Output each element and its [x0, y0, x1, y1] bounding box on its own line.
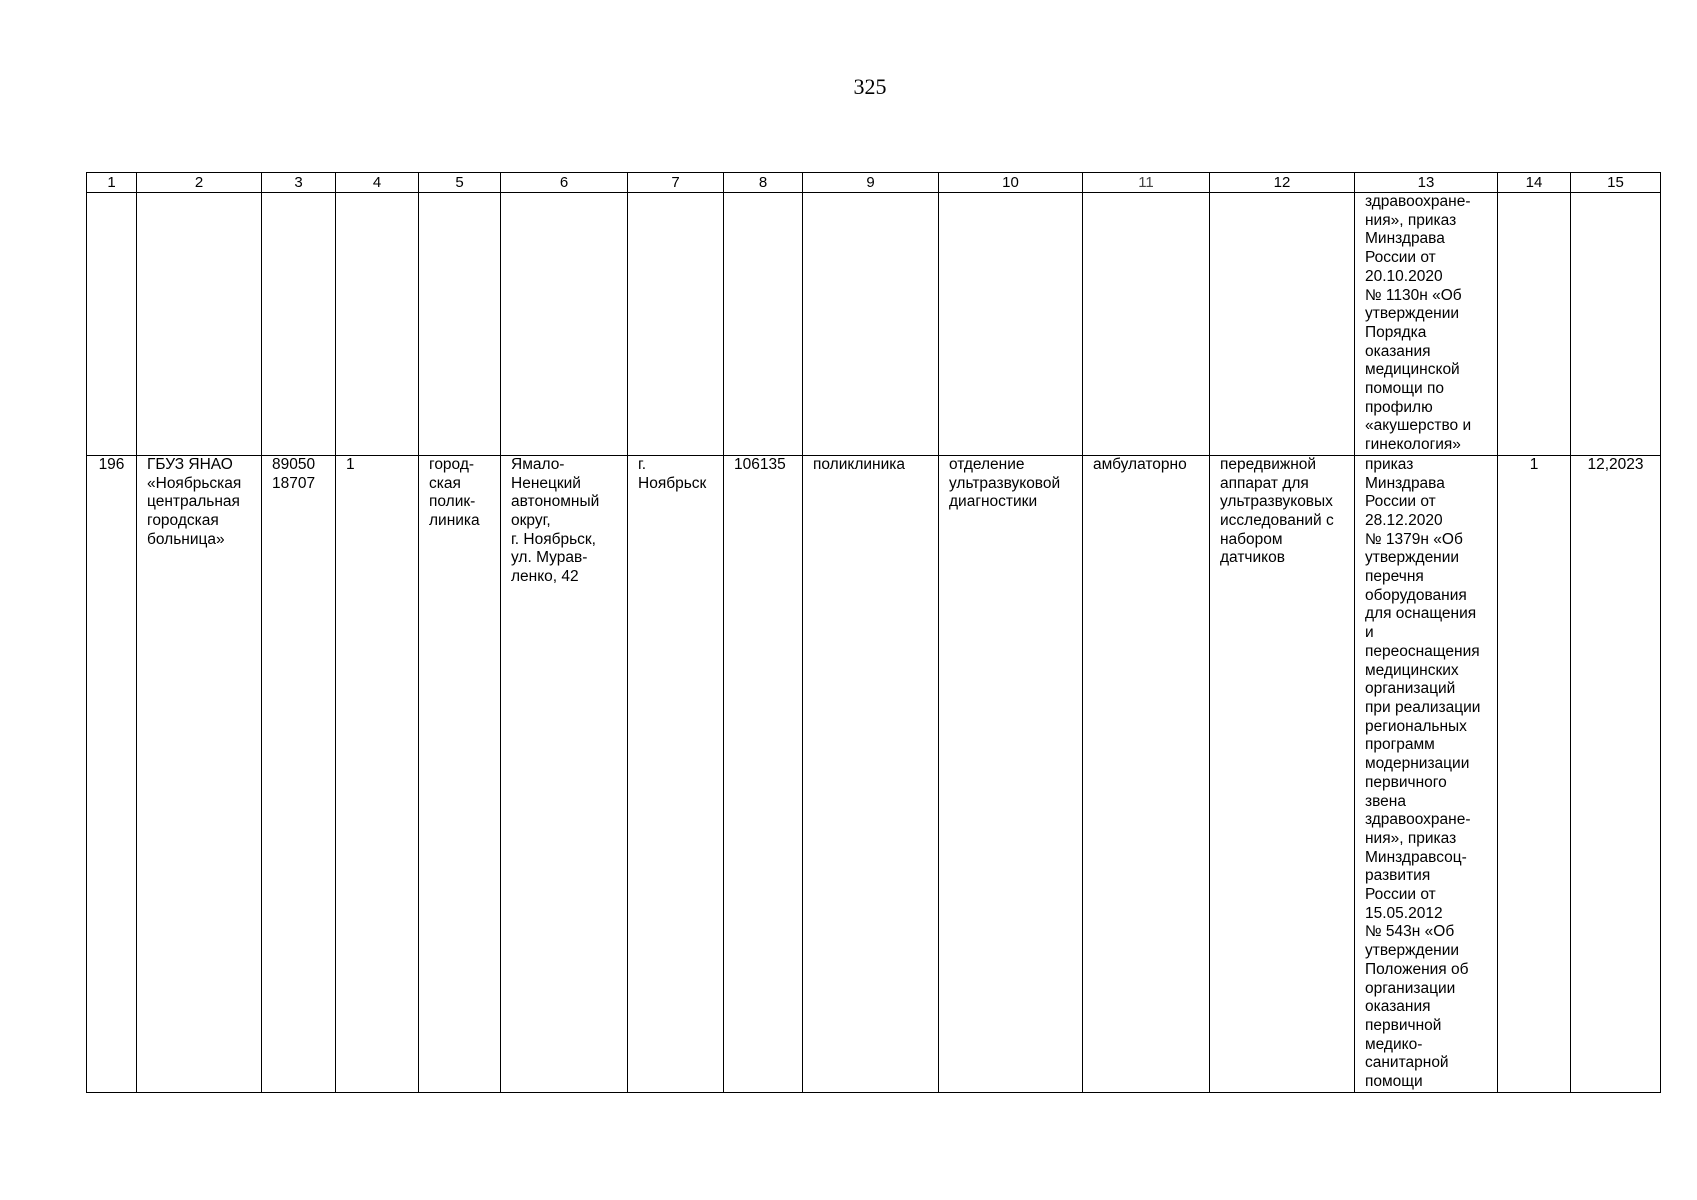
- column-header-15: 15: [1571, 173, 1661, 193]
- cell: [1571, 193, 1661, 456]
- text-line: Положения об: [1365, 960, 1469, 978]
- text-line: региональных: [1365, 717, 1467, 735]
- cell: [419, 193, 501, 456]
- text-line: 15.05.2012: [1365, 904, 1443, 922]
- column-header-2: 2: [137, 173, 262, 193]
- text-line: приказ: [1365, 455, 1414, 473]
- text-line: аппарат для: [1220, 474, 1309, 492]
- data-table: [86, 172, 1661, 1093]
- cell: [262, 193, 336, 456]
- text-line: «акушерство и: [1365, 417, 1472, 435]
- text-line: ская: [429, 474, 461, 492]
- text-line: набором: [1220, 530, 1283, 548]
- text-line: первичного: [1365, 773, 1447, 791]
- text-line: оборудования: [1365, 586, 1467, 604]
- column-header-13: 13: [1355, 173, 1498, 193]
- unit-type-cell: поликлиника: [803, 455, 939, 1092]
- text-line: звена: [1365, 792, 1406, 810]
- text-line: утверждении: [1365, 549, 1460, 567]
- text-line: датчиков: [1220, 549, 1285, 567]
- text-line: Ноябрьск: [638, 474, 707, 492]
- text-line: № 543н «Об: [1365, 923, 1455, 941]
- cell: [137, 193, 262, 456]
- cell: [939, 193, 1083, 456]
- text-line: оказания: [1365, 342, 1431, 360]
- cell: [501, 193, 628, 456]
- text-line: Минздрава: [1365, 230, 1445, 248]
- column-header-11: 11: [1083, 173, 1210, 193]
- text-line: утверждении: [1365, 305, 1460, 323]
- organization-cell: [137, 455, 262, 1092]
- table-row: [87, 455, 1661, 1092]
- text-line: санитарной: [1365, 1054, 1449, 1072]
- text-line: городская: [147, 511, 219, 529]
- text-line: 18707: [272, 474, 316, 492]
- text-line: при реализации: [1365, 698, 1481, 716]
- text-line: Минздрава: [1365, 474, 1445, 492]
- column-header-7: 7: [628, 173, 724, 193]
- column-header-12: 12: [1210, 173, 1355, 193]
- column-header-4: 4: [336, 173, 419, 193]
- text-line: здравоохране-: [1365, 811, 1471, 829]
- text-line: 28.12.2020: [1365, 511, 1443, 529]
- text-line: «Ноябрьская: [147, 474, 242, 492]
- text-line: для оснащения: [1365, 605, 1477, 623]
- text-line: гинекология»: [1365, 436, 1461, 454]
- text-line: и: [1365, 624, 1374, 642]
- text-line: передвижной: [1220, 455, 1317, 473]
- text-line: модернизации: [1365, 755, 1470, 773]
- equipment-cell: [1210, 455, 1355, 1092]
- care-mode-cell: амбулаторно: [1083, 455, 1210, 1092]
- text-line: исследований с: [1220, 511, 1334, 529]
- text-line: здравоохране-: [1365, 193, 1471, 210]
- column-header-6: 6: [501, 173, 628, 193]
- city-cell: [628, 455, 724, 1092]
- text-line: Порядка: [1365, 323, 1427, 341]
- address-cell: [501, 455, 628, 1092]
- text-line: ГБУЗ ЯНАО: [147, 455, 233, 473]
- cell: [803, 193, 939, 456]
- text-line: диагностики: [949, 493, 1038, 511]
- text-line: линика: [429, 511, 480, 529]
- text-line: г. Ноябрьск,: [511, 530, 596, 548]
- column-header-3: 3: [262, 173, 336, 193]
- text-line: перечня: [1365, 568, 1424, 586]
- text-line: ния», приказ: [1365, 829, 1457, 847]
- column-header-10: 10: [939, 173, 1083, 193]
- text-line: помощи: [1365, 1073, 1423, 1091]
- text-line: профилю: [1365, 398, 1433, 416]
- text-line: первичной: [1365, 1016, 1442, 1034]
- text-line: переоснащения: [1365, 642, 1480, 660]
- text-line: больница»: [147, 530, 225, 548]
- text-line: Ненецкий: [511, 474, 581, 492]
- text-line: № 1379н «Об: [1365, 530, 1463, 548]
- text-line: программ: [1365, 736, 1435, 754]
- text-line: центральная: [147, 493, 240, 511]
- text-line: № 1130н «Об: [1365, 286, 1462, 304]
- text-line: организаций: [1365, 680, 1456, 698]
- text-line: автономный: [511, 493, 600, 511]
- text-line: России от: [1365, 886, 1436, 904]
- text-line: ния», приказ: [1365, 211, 1457, 229]
- text-line: медицинских: [1365, 661, 1459, 679]
- column-header-14: 14: [1498, 173, 1571, 193]
- text-line: помощи по: [1365, 380, 1445, 398]
- cell: [336, 193, 419, 456]
- column-header-5: 5: [419, 173, 501, 193]
- department-cell: [939, 455, 1083, 1092]
- text-line: Минздравсоц-: [1365, 848, 1467, 866]
- text-line: России от: [1365, 493, 1436, 511]
- quantity-cell: 1: [1498, 455, 1571, 1092]
- text-line: город-: [429, 455, 475, 473]
- text-line: России от: [1365, 249, 1436, 267]
- text-line: развития: [1365, 867, 1431, 885]
- cell: [724, 193, 803, 456]
- text-line: 89050: [272, 455, 316, 473]
- date-cell: 12,2023: [1571, 455, 1661, 1092]
- text-line: медицинской: [1365, 361, 1460, 379]
- regulation-continuation-cell: [1355, 193, 1498, 456]
- id-cell: 106135: [724, 455, 803, 1092]
- text-line: организации: [1365, 979, 1456, 997]
- column-header-9: 9: [803, 173, 939, 193]
- text-line: округ,: [511, 511, 551, 529]
- header-row: [87, 173, 1661, 193]
- cell: [1083, 193, 1210, 456]
- text-line: полик-: [429, 493, 476, 511]
- column-header-1: 1: [87, 173, 137, 193]
- row-number-cell: 196: [87, 455, 137, 1092]
- code-cell: [262, 455, 336, 1092]
- text-line: 20.10.2020: [1365, 267, 1443, 285]
- text-line: ленко, 42: [511, 568, 579, 586]
- text-line: ул. Мурав-: [511, 549, 588, 567]
- text-line: Ямало-: [511, 455, 565, 473]
- text-line: медико-: [1365, 1035, 1423, 1053]
- facility-type-cell: [419, 455, 501, 1092]
- text-line: ультразвуковой: [949, 474, 1061, 492]
- regulation-cell: [1355, 455, 1498, 1092]
- count-cell: 1: [336, 455, 419, 1092]
- text-line: ультразвуковых: [1220, 493, 1333, 511]
- cell: [87, 193, 137, 456]
- cell: [1498, 193, 1571, 456]
- text-line: отделение: [949, 455, 1025, 473]
- continuation-row: [87, 193, 1661, 456]
- column-header-8: 8: [724, 173, 803, 193]
- text-line: оказания: [1365, 998, 1431, 1016]
- page-number: 325: [853, 74, 887, 99]
- text-line: г.: [638, 455, 647, 473]
- cell: [1210, 193, 1355, 456]
- text-line: утверждении: [1365, 942, 1460, 960]
- cell: [628, 193, 724, 456]
